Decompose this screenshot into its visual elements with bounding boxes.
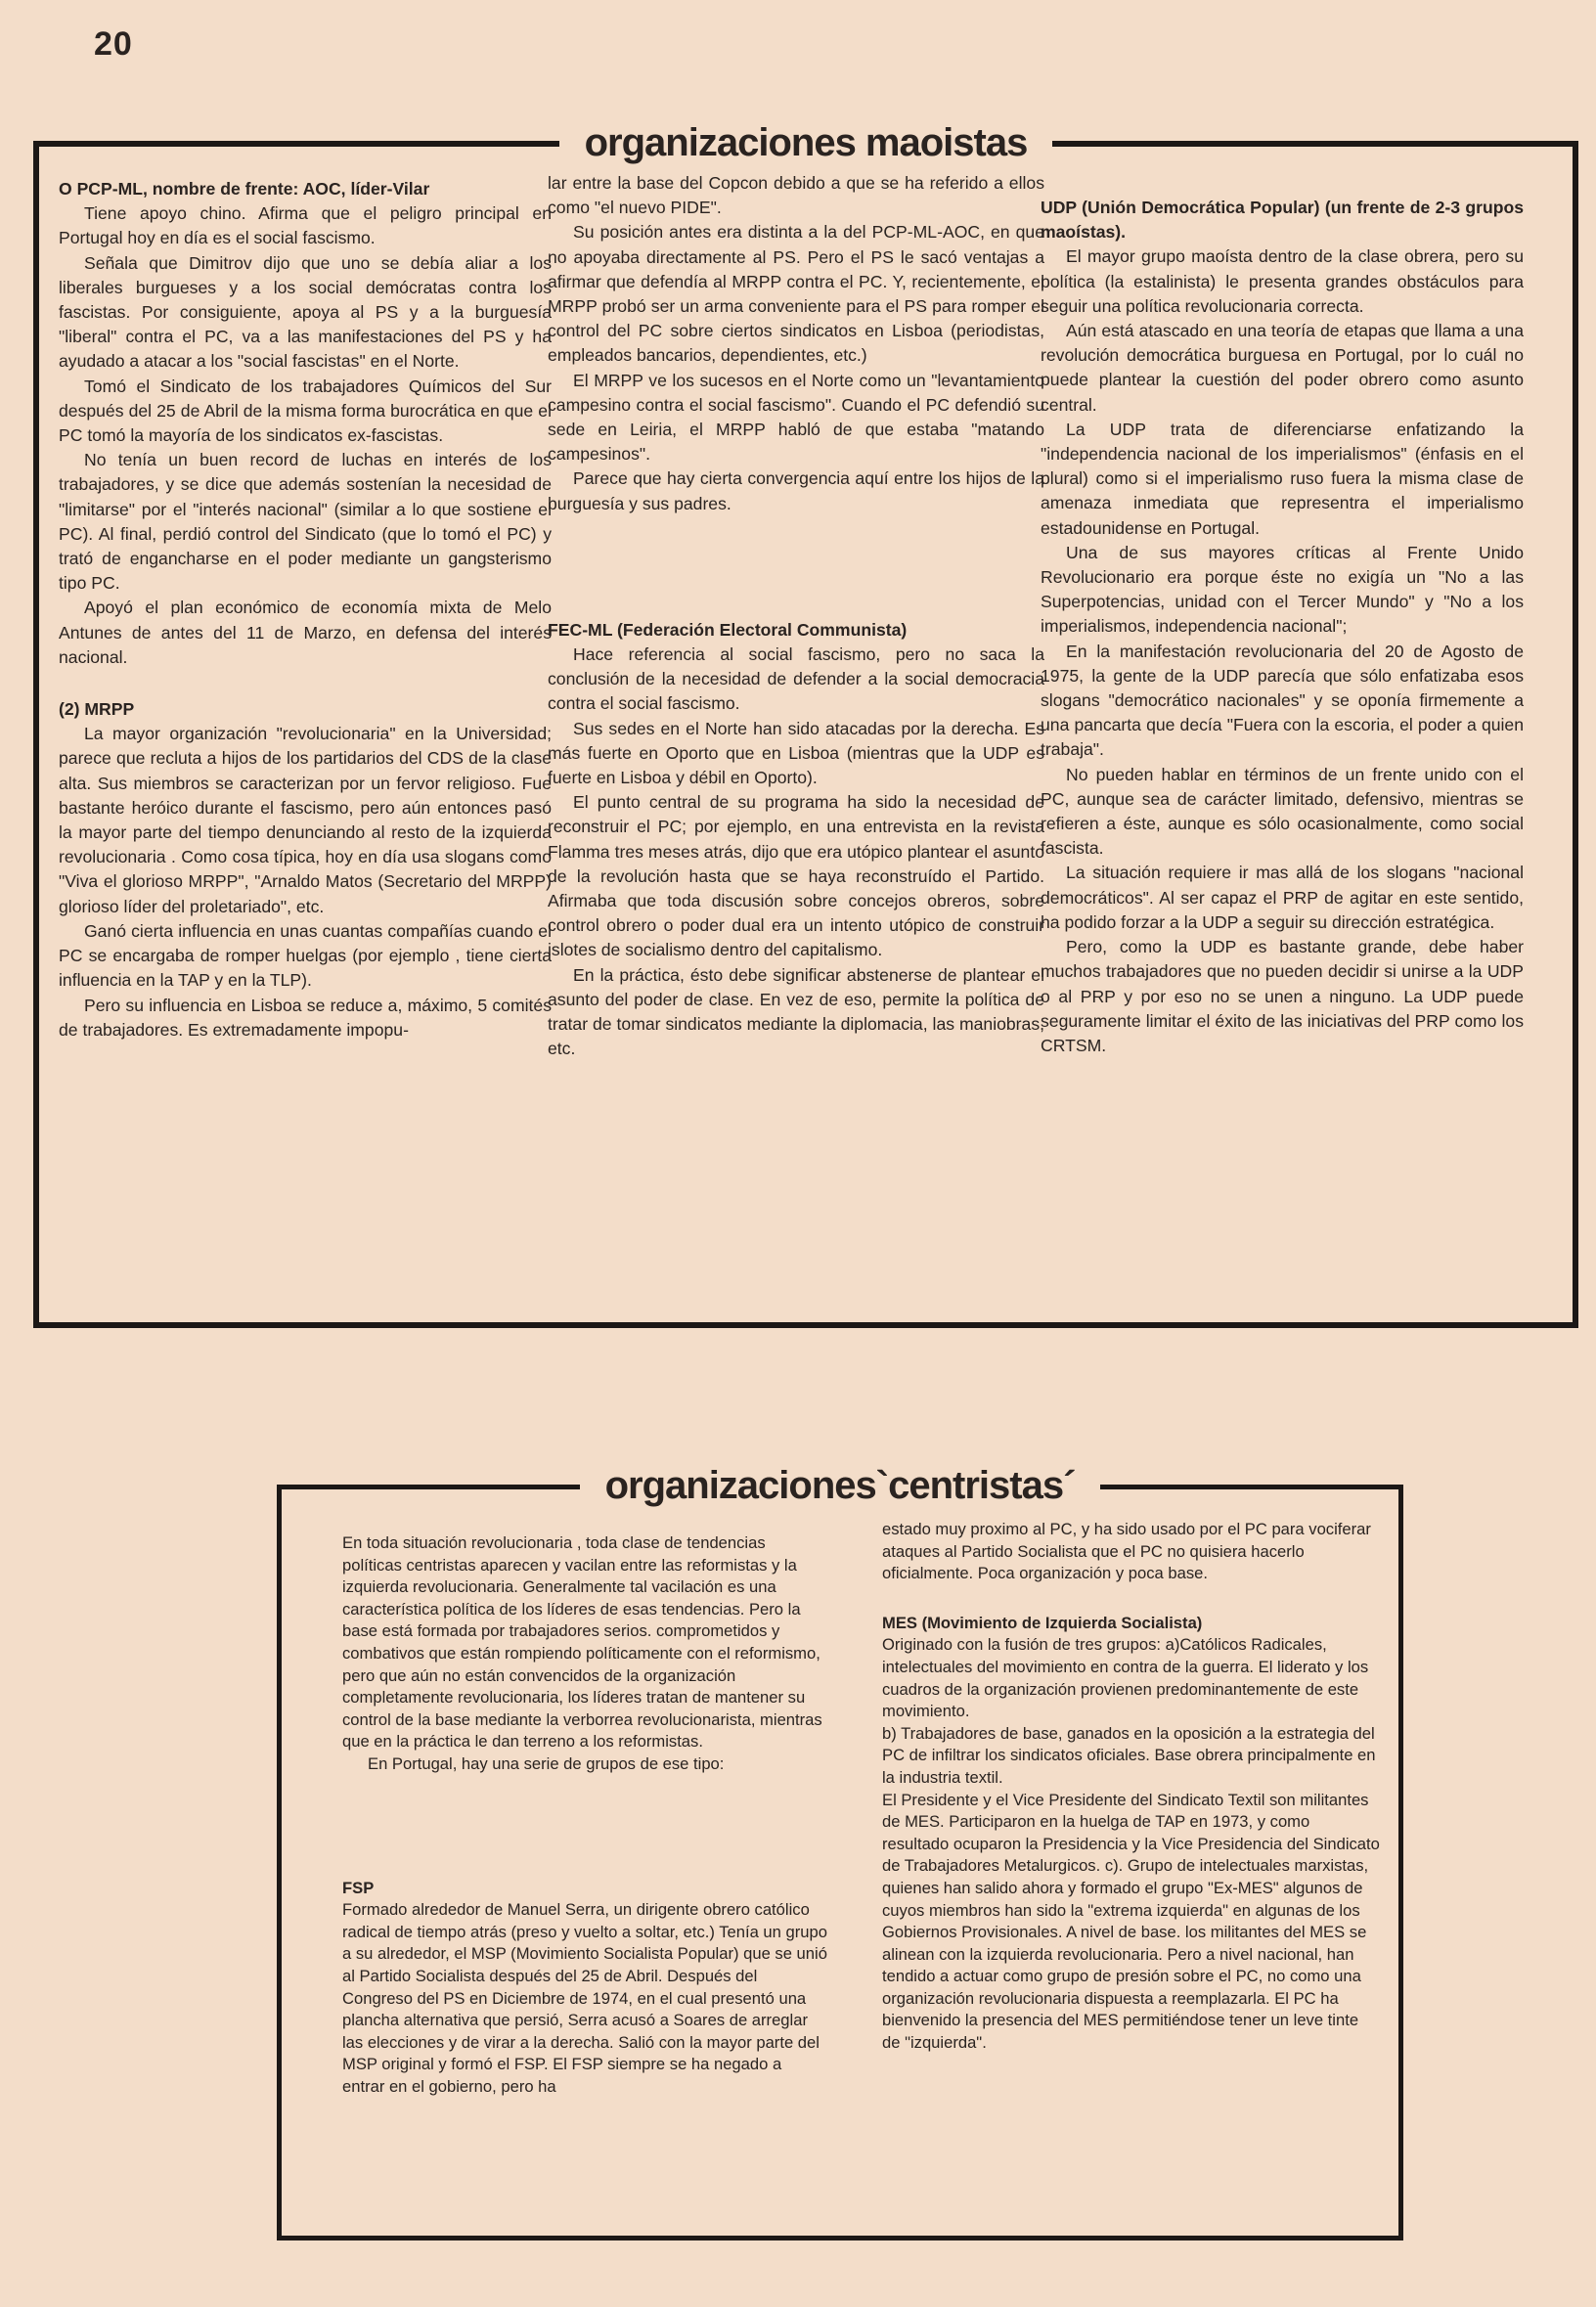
centristas-column-1 <box>342 1532 827 2098</box>
centristas-title-bar <box>282 1456 1398 1517</box>
paragraph: La UDP trata de diferenciarse enfatizando la "independencia nacional de los imperialismos" (énfasis en el plural) como si el imperialismo ruso fuera la misma clase de amenaza inmediata que representra el imperialismo estadounidense en Portugal. <box>1041 419 1524 538</box>
paragraph: La situación requiere ir mas allá de los slogans "nacional democráticos". Al ser capaz el PRP de agitar en este sentido, ha podido forzar a la UDP a seguir su dirección estratégica. <box>1041 863 1524 932</box>
paragraph: Apoyó el plan económico de economía mixta de Melo Antunes de antes del 11 de Marzo, en defensa del interés nacional. <box>59 598 552 667</box>
paragraph: El mayor grupo maoísta dentro de la clase obrera, pero su política (la estalinista) le presenta grandes obstáculos para seguir una política revolucionaria correcta. <box>1041 246 1524 316</box>
maoistas-column-1 <box>59 171 552 1043</box>
paragraph: Originado con la fusión de tres grupos: a)Católicos Radicales, intelectuales del movimiento en contra de la guerra. El liderato y los cuadros de la organización provienen predominantemente de este movimiento. <box>882 1635 1369 1721</box>
paragraph: Ganó cierta influencia en unas cuantas compañías cuando el PC se encargaba de romper huelgas (por ejemplo , tiene cierta influencia en la TAP y en la TLP). <box>59 920 552 991</box>
paragraph: No pueden hablar en términos de un frente unido con el PC, aunque sea de carácter limitado, defensivo, mientras se refieren a éste, aunque es sólo ocasionalmente, como social fascista. <box>1041 764 1524 859</box>
paragraph: Una de sus mayores críticas al Frente Unido Revolucionario era porque éste no exigía un "No a las Superpotencias, unidad con el Tercer Mundo" y "No a los imperialismos, independencia nacional"; <box>1041 542 1524 637</box>
paragraph: Aún está atascado en una teoría de etapas que llama a una revolución democrática burguesa en Portugal, por lo cuál no puede plantear la cuestión del poder obrero como asunto central. <box>1041 321 1524 415</box>
maoistas-column-3 <box>1041 196 1524 1058</box>
paragraph: Su posición antes era distinta a la del PCP-ML-AOC, en que no apoyaba directamente al PS. Pero el PS le sacó ventajas a afirmar que defendía al MRPP contra el PC. Y, recientemente, el MRPP probó ser un arma conveniente para el PS para romper el control del PC sobre ciertos sindicatos en Lisboa (periodistas, empleados bancarios, dependientes, etc.) <box>548 222 1044 366</box>
paragraph: En toda situación revolucionaria , toda clase de tendencias políticas centristas aparecen y vacilan entre las reformistas y la izquierda revolucionaria. Generalmente tal vacilación es una característica política de los líderes de esas tendencias. Pero la base está formada por trabajadores serios. comprometidos y combativos que están rompiendo políticamente con el reformismo, pero que aún no están convencidos de la organización completamente revolucionaria, los líderes tratan de mantener su control de la base mediante la verborrea revolucionarista, mientras que en la práctica le dan terreno a los reformistas. <box>342 1533 822 1752</box>
paragraph: Tomó el Sindicato de los trabajadores Químicos del Sur después del 25 de Abril de la misma forma burocrática en que el PC tomó la mayoría de los sindicatos ex-fascistas. <box>59 376 552 446</box>
paragraph: En la manifestación revolucionaria del 20 de Agosto de 1975, la gente de la UDP parecía que sólo enfatizaba esos slogans "democrático nacionales" y se oponía firmemente a una pancarta que decía "Fuera con la escoria, el poder a quien trabaja". <box>1041 641 1524 760</box>
paragraph: Formado alrededor de Manuel Serra, un dirigente obrero católico radical de tiempo atrás (preso y vuelto a soltar, etc.) Tenía un grupo a su alrededor, el MSP (Movimiento Socialista Popular) que se unió al Partido Socialista después del 25 de Abril. Después del Congreso del PS en Diciembre de 1974, en el cual presentó una plancha alternativa que persió, Serra acusó a Soares de arreglar las elecciones y de virar a la derecha. Salió con la mayor parte del MSP original y formó el FSP. El FSP siempre se ha negado a entrar en el gobierno, pero ha <box>342 1900 827 2096</box>
centristas-title: organizaciones`centristas´ <box>580 1464 1101 1507</box>
paragraph: El MRPP ve los sucesos en el Norte como un "levantamiento campesino contra el social fascismo". Cuando el PC defendió su sede en Leiria, el MRPP habló de que estaba "matando campesinos". <box>548 370 1044 465</box>
paragraph: No tenía un buen record de luchas en interés de los trabajadores, y se dice que además sostenían la necesidad de "limitarse" por el "interés nacional" (similar a lo que sostiene el PC). Al final, perdió control del Sindicato (que lo tomó el PC) y trató de engancharse en el poder mediante un gangsterismo tipo PC. <box>59 450 552 594</box>
paragraph: lar entre la base del Copcon debido a que se ha referido a ellos como "el nuevo PIDE". <box>548 173 1044 218</box>
centristas-section <box>277 1464 1403 2240</box>
section-heading: MES (Movimiento de Izquierda Socialista) <box>882 1613 1203 1632</box>
paragraph: La mayor organización "revolucionaria" en la Universidad; parece que recluta a hijos de los partidarios del CDS de la clase alta. Sus miembros se caracterizan por un fervor religioso. Fue bastante heróico durante el fascismo, pero aún entonces pasó la mayor parte del tiempo denunciando al resto de la izquierda revolucionaria . Como cosa típica, hoy en día usa slogans como "Viva el glorioso MRPP", "Arnaldo Matos (Secretario del MRPP) glorioso líder del proletariado", etc. <box>59 724 552 916</box>
maoistas-column-2 <box>548 171 1044 1062</box>
paragraph: El punto central de su programa ha sido la necesidad de reconstruir el PC; por ejemplo, en una entrevista en la revista Flamma tres meses atrás, dijo que era utópico plantear el asunto de la revolución hasta que se haya reconstruído el Partido. Afirmaba que toda discusión sobre concejos obreros, sobre control obrero o poder dual era un intento utópico de construir islotes de socialismo dentro del capitalismo. <box>548 792 1044 960</box>
paragraph: Tiene apoyo chino. Afirma que el peligro principal en Portugal hoy en día es el social fascismo. <box>59 203 552 248</box>
paragraph: estado muy proximo al PC, y ha sido usado por el PC para vociferar ataques al Partido Socialista que el PC no quisiera hacerlo oficialmente. Poca organización y poca base. <box>882 1520 1371 1583</box>
paragraph: En Portugal, hay una serie de grupos de ese tipo: <box>368 1753 725 1773</box>
section-heading: FSP <box>342 1878 375 1897</box>
paragraph: Señala que Dimitrov dijo que uno se debía aliar a los liberales burgueses y a los social demócratas contra los fascistas. Por consiguiente, apoya al PS y a la burguesía "liberal" contra el PC, va a las manifestaciones del PS y ha ayudado a atacar a los "social fascistas" en el Norte. <box>59 252 552 372</box>
page-number: 20 <box>94 25 133 63</box>
section-heading: (2) MRPP <box>59 699 135 720</box>
maoistas-title: organizaciones maoistas <box>559 121 1053 164</box>
paragraph: Sus sedes en el Norte han sido atacadas por la derecha. Es más fuerte en Oporto que en Lisboa (mientras que la UDP es fuerte en Lisboa y débil en Oporto). <box>548 718 1044 788</box>
paragraph: Parece que hay cierta convergencia aquí entre los hijos de la burguesía y sus padres. <box>548 468 1044 513</box>
paragraph: El Presidente y el Vice Presidente del Sindicato Textil son militantes de MES. Participaron en la huelga de TAP en 1973, y como resultado ocuparon la Presidencia y la Vice Presidencia del Sindicato de Trabajadores Metalurgicos. c). Grupo de intelectuales marxistas, quienes han salido ahora y formado el grupo "Ex-MES" algunos de cuyos miembros han sido la "extrema izquierda" en algunas de los Gobiernos Provisionales. A nivel de base. los militantes del MES se alinean con la izquierda revolucionaria. Pero a nivel nacional, han tendido a actuar como grupo de presión sobre el PC, no como una organización revolucionaria dispuesta a reemplazarla. El PC ha bienvenido la presencia del MES permitiéndose tener un leve tinte de "izquierda". <box>882 1790 1380 2053</box>
paragraph: Pero, como la UDP es bastante grande, debe haber muchos trabajadores que no pueden decidir si unirse a la UDP o al PRP y por eso no se unen a ninguno. La UDP puede seguramente limitar el éxito de las iniciativas del PRP como los CRTSM. <box>1041 937 1524 1055</box>
paragraph: Hace referencia al social fascismo, pero no saca la conclusión de la necesidad de defender a la social democracia contra el social fascismo. <box>548 644 1044 714</box>
paragraph: b) Trabajadores de base, ganados en la oposición a la estrategia del PC de infiltrar los sindicatos oficiales. Base obrera principalmente en la industria textil. <box>882 1723 1376 1787</box>
section-heading: FEC-ML (Federación Electoral Communista) <box>548 619 908 640</box>
centristas-column-2 <box>882 1519 1381 2055</box>
section-heading: O PCP-ML, nombre de frente: AOC, líder-Vilar <box>59 179 430 199</box>
section-heading: UDP (Unión Democrática Popular) (un frente de 2-3 grupos maoístas). <box>1041 198 1524 243</box>
paragraph: Pero su influencia en Lisboa se reduce a, máximo, 5 comités de trabajadores. Es extremadamente impopu- <box>59 995 552 1040</box>
paragraph: En la práctica, ésto debe significar abstenerse de plantear el asunto del poder de clase. En vez de eso, permite la política de tratar de tomar sindicatos mediante la diplomacia, las maniobras, etc. <box>548 964 1044 1059</box>
maoistas-title-bar <box>39 113 1573 174</box>
